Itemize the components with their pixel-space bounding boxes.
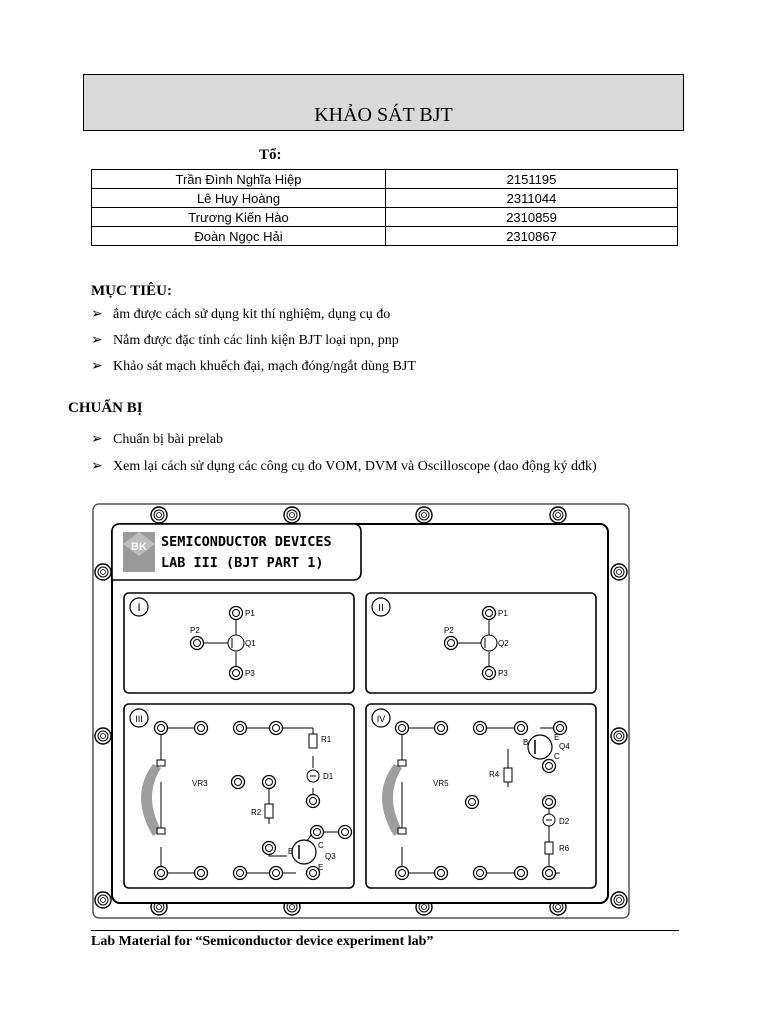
list-item-text: ắm được cách sử dụng kit thí nghiệm, dụng cụ đo bbox=[113, 307, 391, 322]
transistor-icon bbox=[292, 840, 316, 864]
resistor-icon bbox=[309, 734, 317, 748]
q3-label: Q3 bbox=[325, 852, 336, 861]
footer-text: Lab Material for “Semiconductor device experiment lab” bbox=[91, 934, 434, 949]
team-label: Tổ: bbox=[259, 147, 282, 163]
list-item-text: Khảo sát mạch khuếch đại, mạch đóng/ngắt dùng BJT bbox=[113, 359, 416, 374]
table-row bbox=[92, 227, 678, 246]
base-label: B bbox=[288, 847, 294, 856]
emitter-label: E bbox=[554, 733, 560, 742]
section-label: I bbox=[137, 602, 141, 614]
footer-divider bbox=[91, 930, 679, 931]
q4-label: Q4 bbox=[559, 742, 570, 751]
section-label: II bbox=[378, 603, 384, 614]
list-item-text: Xem lại cách sử dụng các công cụ đo VOM, DVM và Oscilloscope (dao động ký dđk) bbox=[113, 459, 597, 474]
arrow-bullet-icon: ➢ bbox=[91, 333, 103, 348]
list-item bbox=[91, 306, 390, 323]
member-id: 2310867 bbox=[386, 227, 678, 246]
transistor-icon bbox=[481, 635, 497, 651]
arrow-bullet-icon: ➢ bbox=[91, 307, 103, 322]
objectives-heading: MỤC TIÊU: bbox=[91, 283, 172, 299]
list-item-text: Nắm được đặc tính các linh kiện BJT loại npn, pnp bbox=[113, 333, 399, 348]
member-name: Lê Huy Hoàng bbox=[92, 189, 386, 208]
r6-label: R6 bbox=[559, 844, 570, 853]
p3-label: P3 bbox=[498, 669, 508, 678]
r4-label: R4 bbox=[489, 770, 500, 779]
q2-label: Q2 bbox=[498, 639, 509, 648]
d1-label: D1 bbox=[323, 772, 334, 781]
r1-label: R1 bbox=[321, 735, 332, 744]
q1-label: Q1 bbox=[245, 639, 256, 648]
base-label: B bbox=[523, 738, 529, 747]
table-row bbox=[92, 208, 678, 227]
board-title-line1: SEMICONDUCTOR DEVICES bbox=[161, 534, 332, 550]
list-item bbox=[91, 431, 223, 448]
member-id: 2310859 bbox=[386, 208, 678, 227]
member-name: Trương Kiến Hào bbox=[92, 208, 386, 227]
collector-label: C bbox=[554, 752, 560, 761]
vr5-label: VR5 bbox=[433, 779, 449, 788]
transistor-icon bbox=[228, 635, 244, 651]
diode-icon bbox=[543, 814, 555, 826]
member-name: Đoàn Ngọc Hải bbox=[92, 227, 386, 246]
logo-text: BK bbox=[131, 541, 147, 553]
board-title-line2: LAB III (BJT PART 1) bbox=[161, 555, 324, 571]
emitter-label: E bbox=[318, 863, 324, 872]
p1-label: P1 bbox=[498, 609, 508, 618]
r2-label: R2 bbox=[251, 808, 262, 817]
member-name: Trần Đình Nghĩa Hiệp bbox=[92, 170, 386, 189]
d2-label: D2 bbox=[559, 817, 570, 826]
section-label: III bbox=[135, 714, 143, 724]
table-row bbox=[92, 189, 678, 208]
members-table bbox=[91, 169, 678, 246]
transistor-icon bbox=[528, 735, 552, 759]
arrow-bullet-icon: ➢ bbox=[91, 432, 103, 447]
lab-board-figure bbox=[91, 502, 631, 920]
resistor-icon bbox=[265, 804, 273, 818]
bk-logo-icon bbox=[123, 532, 155, 572]
table-row bbox=[92, 170, 678, 189]
member-id: 2311044 bbox=[386, 189, 678, 208]
p3-label: P3 bbox=[245, 669, 255, 678]
collector-label: C bbox=[318, 841, 324, 850]
list-item bbox=[91, 332, 399, 349]
vr3-label: VR3 bbox=[192, 779, 208, 788]
list-item bbox=[91, 358, 416, 375]
list-item bbox=[91, 458, 597, 475]
list-item-text: Chuẩn bị bài prelab bbox=[113, 432, 224, 447]
section-label: IV bbox=[376, 714, 386, 724]
preparation-heading: CHUẨN BỊ bbox=[68, 400, 143, 416]
diode-icon bbox=[307, 770, 319, 782]
arrow-bullet-icon: ➢ bbox=[91, 359, 103, 374]
p1-label: P1 bbox=[245, 609, 255, 618]
resistor-icon bbox=[504, 768, 512, 782]
member-id: 2151195 bbox=[386, 170, 678, 189]
p2-label: P2 bbox=[444, 626, 454, 635]
arrow-bullet-icon: ➢ bbox=[91, 459, 103, 474]
resistor-icon bbox=[545, 842, 553, 854]
p2-label: P2 bbox=[190, 626, 200, 635]
page-title: KHẢO SÁT BJT bbox=[314, 104, 453, 126]
